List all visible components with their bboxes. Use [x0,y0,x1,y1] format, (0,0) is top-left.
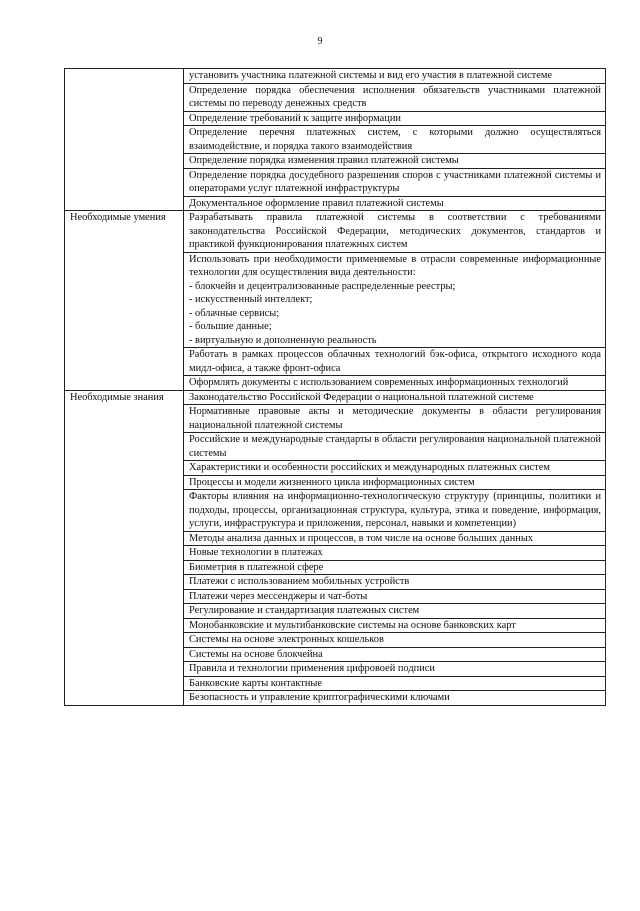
table-cell: Определение порядка обеспечения исполнения обязательств участниками платежной системы по переводу денежных средств [184,83,606,111]
list-item: - блокчейн и децентрализованные распределенные реестры; [189,280,456,292]
table-cell: Оформлять документы с использованием современных информационных технологий [184,376,606,391]
table-cell: установить участника платежной системы и вид его участия в платежной системе [184,69,606,84]
page-number: 9 [317,36,323,47]
table-cell: Платежи через мессенджеры и чат-боты [184,589,606,604]
table-row [65,211,606,253]
cell-text: Использовать при необходимости применяемые в отрасли современные информационные технологии для осуществления вида деятельности: [189,253,601,278]
table-cell: Законодательство Российской Федерации о национальной платежной системе [184,390,606,405]
table-row [65,390,606,405]
requirements-table [64,68,606,706]
section-label-skills: Необходимые умения [65,211,184,391]
table-row [65,69,606,84]
section-label-knowledge: Необходимые знания [65,390,184,705]
table-cell: Методы анализа данных и процессов, в том числе на основе больших данных [184,531,606,546]
table-cell [184,252,606,348]
table-cell: Определение порядка досудебного разрешения споров с участниками платежной системы и операторами услуг платежной инфраструктуры [184,168,606,196]
table-cell: Безопасность и управление криптографическими ключами [184,691,606,706]
table-cell: Биометрия в платежной сфере [184,560,606,575]
section-label [65,69,184,211]
table-cell: Документальное оформление правил платежной системы [184,196,606,211]
list-item: - искусственный интеллект; [189,294,313,305]
table-cell: Платежи с использованием мобильных устройств [184,575,606,590]
table-cell: Характеристики и особенности российских и международных платежных систем [184,461,606,476]
table-cell: Процессы и модели жизненного цикла информационных систем [184,475,606,490]
table-cell: Факторы влияния на информационно-технологическую структуру (принципы, политики и подходы, процессы, организационная структура, культура, этика и поведение, информация, услуги, инфраструктура и приложения, персонал, навыки и компетенции) [184,490,606,532]
table-cell: Определение требований к защите информации [184,111,606,126]
table-cell: Монобанковские и мультибанковские системы на основе банковских карт [184,618,606,633]
table-cell: Определение порядка изменения правил платежной системы [184,154,606,169]
table-cell: Разрабатывать правила платежной системы в соответствии с требованиями законодательства Российской Федерации, методических документов, стандартов и практикой функционирования платежных систем [184,211,606,253]
table-cell: Нормативные правовые акты и методические документы в области регулирования национальной платежной системы [184,405,606,433]
table-cell: Определение перечня платежных систем, с которыми должно осуществляться взаимодействие, и порядка такого взаимодействия [184,126,606,154]
table-cell: Правила и технологии применения цифровоей подписи [184,662,606,677]
table-cell: Новые технологии в платежах [184,546,606,561]
table-cell: Регулирование и стандартизация платежных систем [184,604,606,619]
list-item: - облачные сервисы; [189,307,280,319]
table-cell: Работать в рамках процессов облачных технологий бэк-офиса, открытого исходного кода мидл-офиса, а также фронт-офиса [184,348,606,376]
table-cell: Российские и международные стандарты в области регулирования национальной платежной системы [184,433,606,461]
list-item: - виртуальную и дополненную реальность [189,334,377,346]
list-item: - большие данные; [189,321,272,332]
table-cell: Банковские карты контактные [184,676,606,691]
table-cell: Системы на основе блокчейна [184,647,606,662]
table-cell: Системы на основе электронных кошельков [184,633,606,648]
